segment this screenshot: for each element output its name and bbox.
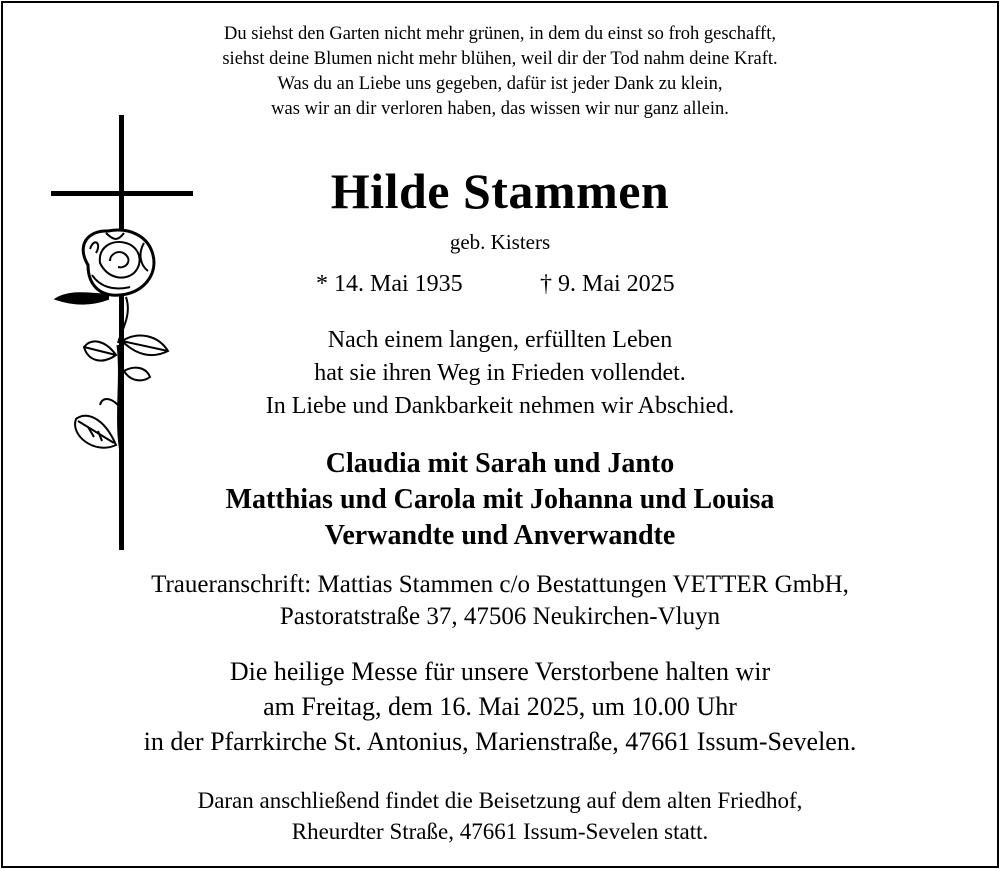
- message-line-2: hat sie ihren Weg in Frieden vollendet.: [314, 360, 686, 386]
- poem-line-2: siehst deine Blumen nicht mehr blühen, weil dir der Tod nahm deine Kraft.: [222, 49, 778, 69]
- family-line-3: Verwandte und Anverwandte: [324, 520, 676, 551]
- message-line-3: In Liebe und Dankbarkeit nehmen wir Abschied.: [265, 393, 735, 419]
- address-line-2: Pastoratstraße 37, 47506 Neukirchen-Vluyn: [279, 603, 721, 630]
- burial-line-1: Daran anschließend findet die Beisetzung auf dem alten Friedhof,: [197, 788, 803, 813]
- family-line-2: Matthias und Carola mit Johanna und Louisa: [225, 484, 775, 515]
- birth-date: * 14. Mai 1935: [316, 271, 463, 297]
- message-line-1: Nach einem langen, erfüllten Leben: [327, 327, 673, 353]
- burial-line-2: Rheurdter Straße, 47661 Issum-Sevelen statt.: [291, 819, 709, 844]
- poem-line-1: Du siehst den Garten nicht mehr grünen, in dem du einst so froh geschafft,: [224, 24, 776, 44]
- maiden-name: geb. Kisters: [449, 230, 551, 254]
- deceased-name: Hilde Stammen: [330, 163, 670, 219]
- address-line-1: Traueranschrift: Mattias Stammen c/o Bestattungen VETTER GmbH,: [151, 571, 849, 598]
- poem-line-4: was wir an dir verloren haben, das wissen wir nur ganz allein.: [271, 99, 729, 119]
- poem-line-3: Was du an Liebe uns gegeben, dafür ist jeder Dank zu klein,: [277, 74, 723, 94]
- mass-line-2: am Freitag, dem 16. Mai 2025, um 10.00 Uhr: [263, 692, 737, 721]
- death-date: † 9. Mai 2025: [540, 271, 675, 297]
- family-line-1: Claudia mit Sarah und Janto: [325, 448, 675, 479]
- mass-line-3: in der Pfarrkirche St. Antonius, Marienstraße, 47661 Issum-Sevelen.: [143, 727, 857, 756]
- mass-line-1: Die heilige Messe für unsere Verstorbene halten wir: [229, 657, 771, 686]
